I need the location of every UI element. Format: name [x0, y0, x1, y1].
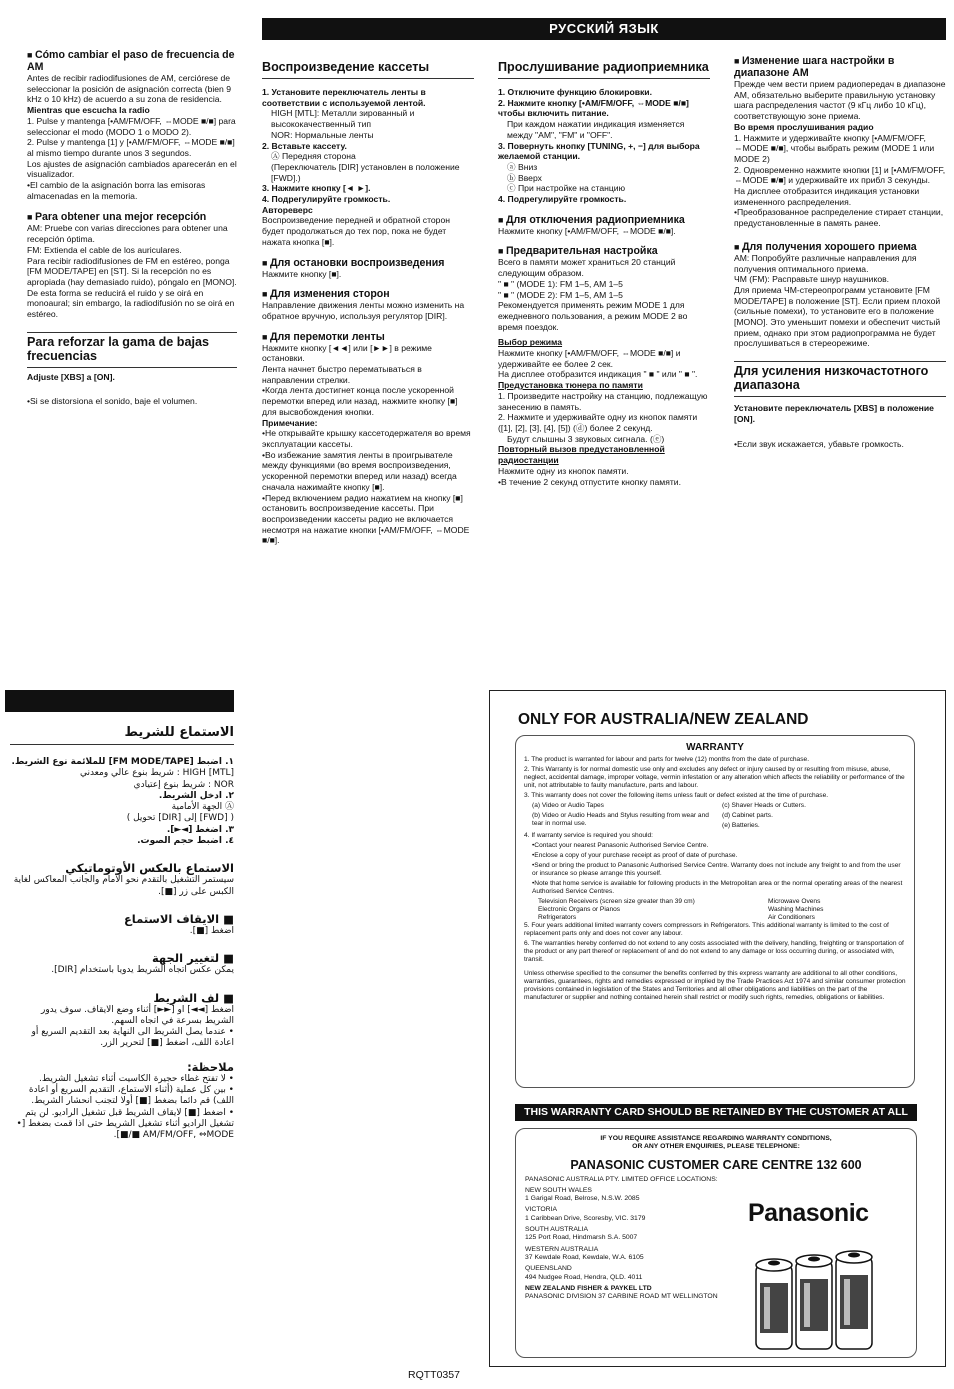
warranty-card [489, 690, 946, 1367]
retain-notice: THIS WARRANTY CARD SHOULD BE RETAINED BY THE CUSTOMER AT ALL TIMES [515, 1104, 917, 1121]
term: (c) Shaver Heads or Cutters. [722, 802, 806, 809]
office-name: QUEENSLAND [525, 1265, 572, 1273]
section-title: Для усиления низкочастотного диапазона [734, 364, 929, 393]
step: 2. Pulse y mantenga [1] y [•AM/FM/OFF, ⇔MODE ■/■] al mismo tiempo durante unos 3 segundos. [27, 137, 235, 158]
paragraph: اضغط [■]. [189, 925, 234, 936]
section-title: الاستماع بالعكس الأوتوماتيكي [65, 861, 234, 876]
section-title: ■ Cómo cambiar el paso de frecuencia de AM [27, 49, 237, 73]
subheading: Примечание: [262, 417, 318, 428]
paragraph: • عندما يصل الشريط الى النهاية بعد التقديم السريع أو اعادة اللف، اضغط [■] لتحرير الزر. [31, 1027, 234, 1049]
paragraph: Будут слышны 3 звуковых сигнала. (ⓔ) [507, 433, 665, 444]
term: Air Conditioners [768, 914, 815, 921]
paragraph: На дисплее отобразится индикация " ■ " или " ■ ". [498, 369, 698, 380]
term: (e) Batteries. [722, 822, 760, 829]
subheading: Выбор режима [498, 337, 563, 348]
paragraph: " ■ " (MODE 2): FM 1–5, AM 1–5 [498, 289, 623, 300]
office-name: NEW ZEALAND FISHER & PAYKEL LTD [525, 1284, 652, 1292]
paragraph: •В течение 2 секунд отпустите кнопку памяти. [498, 476, 681, 487]
section-title: ■ Для перемотки ленты [262, 331, 474, 343]
paragraph: ( [FWD] إلى [DIR] تحويل ) [126, 813, 234, 824]
paragraph: AM: Попробуйте различные направления для получения оптимального приема. [734, 252, 917, 274]
panasonic-logo: Panasonic [748, 1199, 869, 1227]
step: 4. Подрегулируйте громкость. [498, 194, 627, 205]
paragraph: • بين كل عملية (أثناء الاستماع، التقديم السريع أو اعادة اللف) قم دائما بضغط [■] أولا لتجنب انحشار الشريط. [28, 1085, 234, 1107]
term: 1. The product is warranted for labour and parts for twelve (12) months from the date of purchase. [524, 756, 810, 763]
paragraph: • لا تفتح غطاء حجيرة الكاسيت أثناء تشغيل الشريط. [38, 1073, 234, 1084]
term: (d) Cabinet parts. [722, 812, 773, 819]
step: ١. اضبط [FM MODE/TAPE] للملائمة نوع الشريط. [11, 757, 234, 767]
paragraph: Нажмите одну из кнопок памяти. [498, 465, 629, 476]
paragraph: Нажмите кнопку [•AM/FM/OFF, ⇔MODE ■/■]. [498, 225, 676, 236]
paragraph: ⓒ При настройке на станцию [507, 183, 626, 194]
office-address: 125 Port Road, Hindmarsh S.A. 5007 [525, 1234, 638, 1242]
customer-care-line: PANASONIC CUSTOMER CARE CENTRE 132 600 [570, 1157, 862, 1172]
paragraph: AM: Pruebe con varias direcciones para obtener una recepción óptima. [27, 223, 228, 245]
step: 2. Нажмите кнопку [•AM/FM/OFF, ⇔MODE ■/■] чтобы включить питание. [498, 97, 689, 119]
term: Electronic Organs or Pianos [538, 906, 621, 913]
paragraph: •Во избежание замятия ленты в проигрывателе между функциями (во время воспроизведения, ускоренной перемотки вперед или назад) всегда сначала нажимайте кнопку [■]. [262, 449, 457, 492]
region-title: ONLY FOR AUSTRALIA/NEW ZEALAND [518, 711, 809, 728]
term: (b) Video or Audio Heads and Stylus resulting from wear and tear in normal use. [532, 812, 709, 827]
spanish-column [27, 49, 237, 407]
term: (a) Video or Audio Tapes [532, 802, 604, 809]
step: ٤. اضبط حجم الصوت. [137, 836, 234, 847]
office-address: PANASONIC DIVISION 37 CARBINE ROAD MT WELLINGTON [525, 1293, 718, 1301]
russian-column-2 [498, 60, 710, 487]
assist-text: IF YOU REQUIRE ASSISTANCE REGARDING WARRANTY CONDITIONS, [600, 1135, 832, 1142]
step: 1. Pulse y mantenga [•AM/FM/OFF, ⇔MODE ■/■] para seleccionar el modo (MODO 1 o MODO 2). [27, 115, 236, 137]
office-name: SOUTH AUSTRALIA [525, 1226, 589, 1234]
contact-box [515, 1128, 917, 1358]
paragraph: Направление движения ленты можно изменить на обратное вручную, используя регулятор [DIR]. [262, 300, 465, 321]
section-title: الاستماع للشريط [10, 725, 234, 745]
warranty-terms [515, 735, 915, 1088]
office-name: VICTORIA [525, 1206, 557, 1214]
paragraph: HIGH [MTL]: Металли зированный и высококачественный тип [271, 108, 415, 130]
paragraph: Adjuste [XBS] a [ON]. [27, 371, 115, 382]
paragraph: (Переключатель [DIR] установлен в положение [FWD].) [271, 161, 460, 183]
subheading: Предустановка тюнера по памяти [498, 380, 643, 391]
paragraph: •El cambio de la asignación borra las emisoras almacenadas en la memoria. [27, 180, 206, 201]
paragraph: На дисплее отобразится индикация установки измененного распределения. [734, 186, 920, 207]
paragraph: NOR: Нормальные ленты [271, 129, 374, 140]
subheading: Автореверс [262, 204, 313, 215]
step: ٢. ادخل الشريط. [158, 790, 234, 801]
term: 3. This warranty does not cover the following items unless fault or defect existed at the time of purchase. [524, 792, 829, 799]
paragraph: •Когда лента достигнет конца после ускоренной перемотки вперед или назад, нажмите кнопку [■] для высвобождения кнопки. [262, 385, 458, 417]
paragraph: HIGH [MTL] : شريط بنوع عالي ومعدني [79, 768, 234, 779]
term: Refrigerators [538, 914, 577, 921]
paragraph: •Преобразованное распределение стирает станции, предустановленные в память ранее. [734, 207, 944, 229]
paragraph: •Перед включением радио нажатием на кнопку [■] остановить воспроизведение кассеты. При воспроизведении кассеты радио не включается несмотря на нажатие кнопки [•AM/FM/OFF, ⇔MODE ■/■]. [262, 492, 470, 546]
paragraph: Нажмите кнопку [■]. [262, 268, 342, 279]
term: Microwave Ovens [768, 898, 821, 905]
term: •Contact your nearest Panasonic Authorised Service Centre. [532, 842, 709, 849]
paragraph: Ⓐ Передняя сторона [271, 151, 356, 162]
paragraph: FM: Extienda el cable de los auriculares. [27, 244, 182, 255]
paragraph: •Если звук искажается, убавьте громкость. [734, 438, 904, 449]
paragraph: Ⓐ الجهة الأمامية [171, 802, 234, 813]
office-address: 494 Nudgee Road, Hendra, QLD. 4011 [525, 1273, 643, 1281]
arabic-column [10, 725, 234, 1142]
language-header-bar: РУССКИЙ ЯЗЫК [262, 18, 946, 40]
term: 6. The warranties hereby conferred do not extend to any costs associated with the delivery, handling, freighting or transportation of the product or any part thereof or replacement of and do not extend to any damage or loss occurring during, or associated with, transit. [524, 940, 904, 963]
term: 4. If warranty service is required you should: [524, 832, 654, 839]
paragraph: Установите переключатель [XBS] в положение [ON]. [734, 403, 934, 424]
step: 2. Одновременно нажмите кнопки [1] и [•AM/FM/OFF, ⇔MODE ■/■] и удерживайте их прибл 3 секунды. [734, 164, 946, 186]
step: 1. Произведите настройку на станцию, подлежащую занесению в память. [498, 390, 708, 412]
paragraph: Нажмите кнопку [•AM/FM/OFF, ⇔MODE ■/■] и удерживайте ее более 2 сек. [498, 348, 681, 369]
paragraph: Нажмите кнопку [◄◄] или [►►] в режиме остановки. [262, 342, 432, 364]
step: 3. Нажмите кнопку [◄ ►]. [262, 183, 371, 194]
russian-column-1 [262, 60, 474, 546]
section-title: ■ Предварительная настройка [498, 245, 710, 257]
paragraph: Прежде чем вести прием радиопередач в диапазоне AM, обязательно выберите правильную установку шага распределения частот (9 кГц либо 10 кГц), соответствующую зоне приема. [734, 79, 946, 122]
step: 1. Установите переключатель ленты в соответствии с используемой лентой. [262, 87, 426, 108]
step: 2. Вставьте кассету. [262, 140, 347, 151]
paragraph: سيستمر التشغيل بالتقدم نحو الامام والجانب المعاكس لغاية الكبس على زر [■]. [13, 875, 234, 897]
section-title: ■ Для изменения сторон [262, 288, 474, 300]
paragraph: • اضغط [■] لايقاف الشريط قبل تشغيل الراديو. لن يتم تشغيل الراديو أثناء تشغيل الشريط حتى اذا قمت بضغط [• AM/FM/OFF, ⇔MODE ■/■]. [16, 1107, 234, 1141]
paragraph: При каждом нажатии индикация изменяется между "AM", "FM" и "OFF". [507, 119, 685, 140]
section-title: ■ Для отключения радиоприемника [498, 214, 710, 226]
term: Unless otherwise specified to the consumer the benefits conferred by this express warranty are additional to all other conditions, warranties, guarantees, rights and remedies expressed or implied by the Trade Practices Act 1974 and similar consumer protection provisions contained in legislation of the States and Territories and all other obligations and liabilities on the part of the manufacturer or supplier and nothing contained herein shall restrict or modify such rights, remedies, obligations or liabilities. [524, 970, 906, 1001]
step: 4. Подрегулируйте громкость. [262, 194, 391, 205]
paragraph: ⓑ Вверх [507, 172, 542, 183]
paragraph: ⓐ Вниз [507, 161, 538, 172]
paragraph: Для приема ЧМ-стереопрограмм установите [FM MODE/TAPE] в положение [ST]. Если прием плохой (сильные помехи), то установите его в положение [MONO]. Это уменьшит помехи и обеспечит чистый прием, однако при этом радиопрограмма не будет прослушиваться в стереорежиме. [734, 284, 941, 349]
section-title: ■ Para obtener una mejor recepción [27, 211, 237, 223]
term: 2. This Warranty is for normal domestic use only and excludes any defect or injury caused by or resulting from misuse, abuse, neglect, accidental damage, improper voltage, vermin infestation or any alteration which affects the reliability or performance of the unit, not attributable to faulty manufacture, parts and labour. [524, 766, 905, 789]
step: 1. Нажмите и удерживайте кнопку [•AM/FM/OFF, ⇔MODE ■/■], чтобы выбрать режим (MODE 1 или MODE 2) [734, 132, 935, 164]
paragraph: ЧМ (FM): Расправьте шнур наушников. [734, 274, 890, 285]
paragraph: •Не открывайте крышку кассетодержателя во время эксплуатации кассеты. [262, 428, 471, 449]
section-title: ■ الايقاف الاستماع [123, 911, 234, 926]
section-title: ■ لف الشريط [153, 990, 234, 1005]
assist-text: OR ANY OTHER ENQUIRIES, PLEASE TELEPHONE: [632, 1143, 800, 1151]
office-address: 37 Kewdale Road, Kewdale, W.A. 6105 [525, 1253, 644, 1261]
paragraph: Лента начнет быстро перематываться в направлении стрелки. [262, 364, 422, 385]
subheading: Повторный вызов предустановленной радиостанции [498, 444, 665, 466]
section-title: ■ لتغيير الجهة [151, 951, 234, 966]
paragraph: Рекомендуется применять режим MODE 1 для ежедневного пользования, а режим MODE 2 во время поездок. [498, 300, 688, 332]
office-address: 1 Caribbean Drive, Scoresby, VIC. 3179 [525, 1214, 646, 1222]
step: ٣. اضغط [◄►]. [166, 824, 234, 835]
section-title: ■ Для получения хорошего приема [734, 241, 946, 253]
section-title: Воспроизведение кассеты [262, 60, 430, 74]
paragraph: •Si se distorsiona el sonido, baje el volumen. [27, 396, 198, 407]
term: Washing Machines [768, 906, 824, 913]
paragraph: Para recibir radiodifusiones de FM en estéreo, ponga [FM MODE/TAPE] en [ST]. Si la recepción no es apropiada (hay demasiado ruido), póngalo en [MONO]. De esta forma se reducirá el ruido y se oirá en monoaural; sin embargo, la radiodifusión no se oirá en estéreo. [27, 255, 237, 320]
section-title: ■ Для остановки воспроизведения [262, 257, 474, 269]
office-heading: PANASONIC AUSTRALIA PTY. LIMITED OFFICE LOCATIONS: [525, 1175, 718, 1183]
paragraph: يمكن عكس اتجاه الشريط يدويا باستخدام [DIR]. [51, 965, 234, 976]
document-code: RQTT0357 [408, 1369, 460, 1381]
office-address: 1 Garigal Road, Belrose, N.S.W. 2085 [525, 1195, 640, 1203]
term: •Note that home service is available for following products in the Metropolitan area or the normal operating areas of the nearest Authorised Service Centres. [532, 880, 903, 895]
section-title: Para reforzar la gama de bajas frecuencias [27, 334, 210, 363]
term: Television Receivers (screen size greater than 39 cm) [538, 898, 695, 905]
paragraph: Los ajustes de asignación cambiados aparecerán en el visualizador. [27, 158, 237, 180]
paragraph: " ■ " (MODE 1): FM 1–5, AM 1–5 [498, 278, 623, 289]
paragraph: Воспроизведение передней и обратной сторон будет продолжаться до тех пор, пока не будет нажата кнопка [■]. [262, 215, 450, 247]
paragraph: Antes de recibir radiodifusiones de AM, cerciórese de seleccionar la posición de asignación correcta (bien 9 kHz o 10 kHz) de acuerdo a su zona de residencia. [27, 73, 231, 105]
term: •Enclose a copy of your purchase receipt as proof of date of purchase. [532, 852, 738, 859]
step: 1. Отключите функцию блокировки. [498, 87, 652, 97]
battery-illustration-icon [752, 1247, 902, 1353]
subheading: Mientras que escucha la radio [27, 105, 150, 116]
subheading: ملاحظة: [187, 1059, 234, 1074]
section-title: ■ Изменение шага настройки в диапазоне AM [734, 55, 946, 79]
step: 2. Нажмите и удерживайте одну из кнопок памяти ([1], [2], [3], [4], [5]) (ⓓ) более 2 секунд. [498, 412, 698, 433]
office-name: NEW SOUTH WALES [525, 1186, 592, 1194]
paragraph: اضغط [◄◄] او [►►] أثناء وضع الايقاف. سوف يدور الشريط بسرعة في اتجاه السهم. [40, 1004, 234, 1026]
russian-column-3 [734, 55, 946, 449]
paragraph: NOR : شريط بنوع إعتيادي [133, 779, 234, 790]
language-header-bar [5, 690, 234, 712]
subheading: Во время прослушивания радио [734, 121, 874, 132]
warranty-heading: WARRANTY [686, 742, 744, 753]
term: 5. Four years additional limited warranty covers compressors in Refrigerators. This additional warranty is limited to the cost of replacement parts only and does not cover any labour. [524, 922, 889, 937]
office-name: WESTERN AUSTRALIA [525, 1245, 599, 1253]
section-title: Прослушивание радиоприемника [498, 60, 709, 74]
paragraph: Всего в памяти может храниться 20 станций следующим образом. [498, 257, 676, 279]
term: •Send or bring the product to Panasonic Authorised Service Centre. Warranty does not include any freight to and from the user or insurance so please arrange this yourself. [532, 862, 901, 877]
step: 3. Повернуть кнопку [TUNING, +, −] для выбора желаемой станции. [498, 140, 700, 162]
